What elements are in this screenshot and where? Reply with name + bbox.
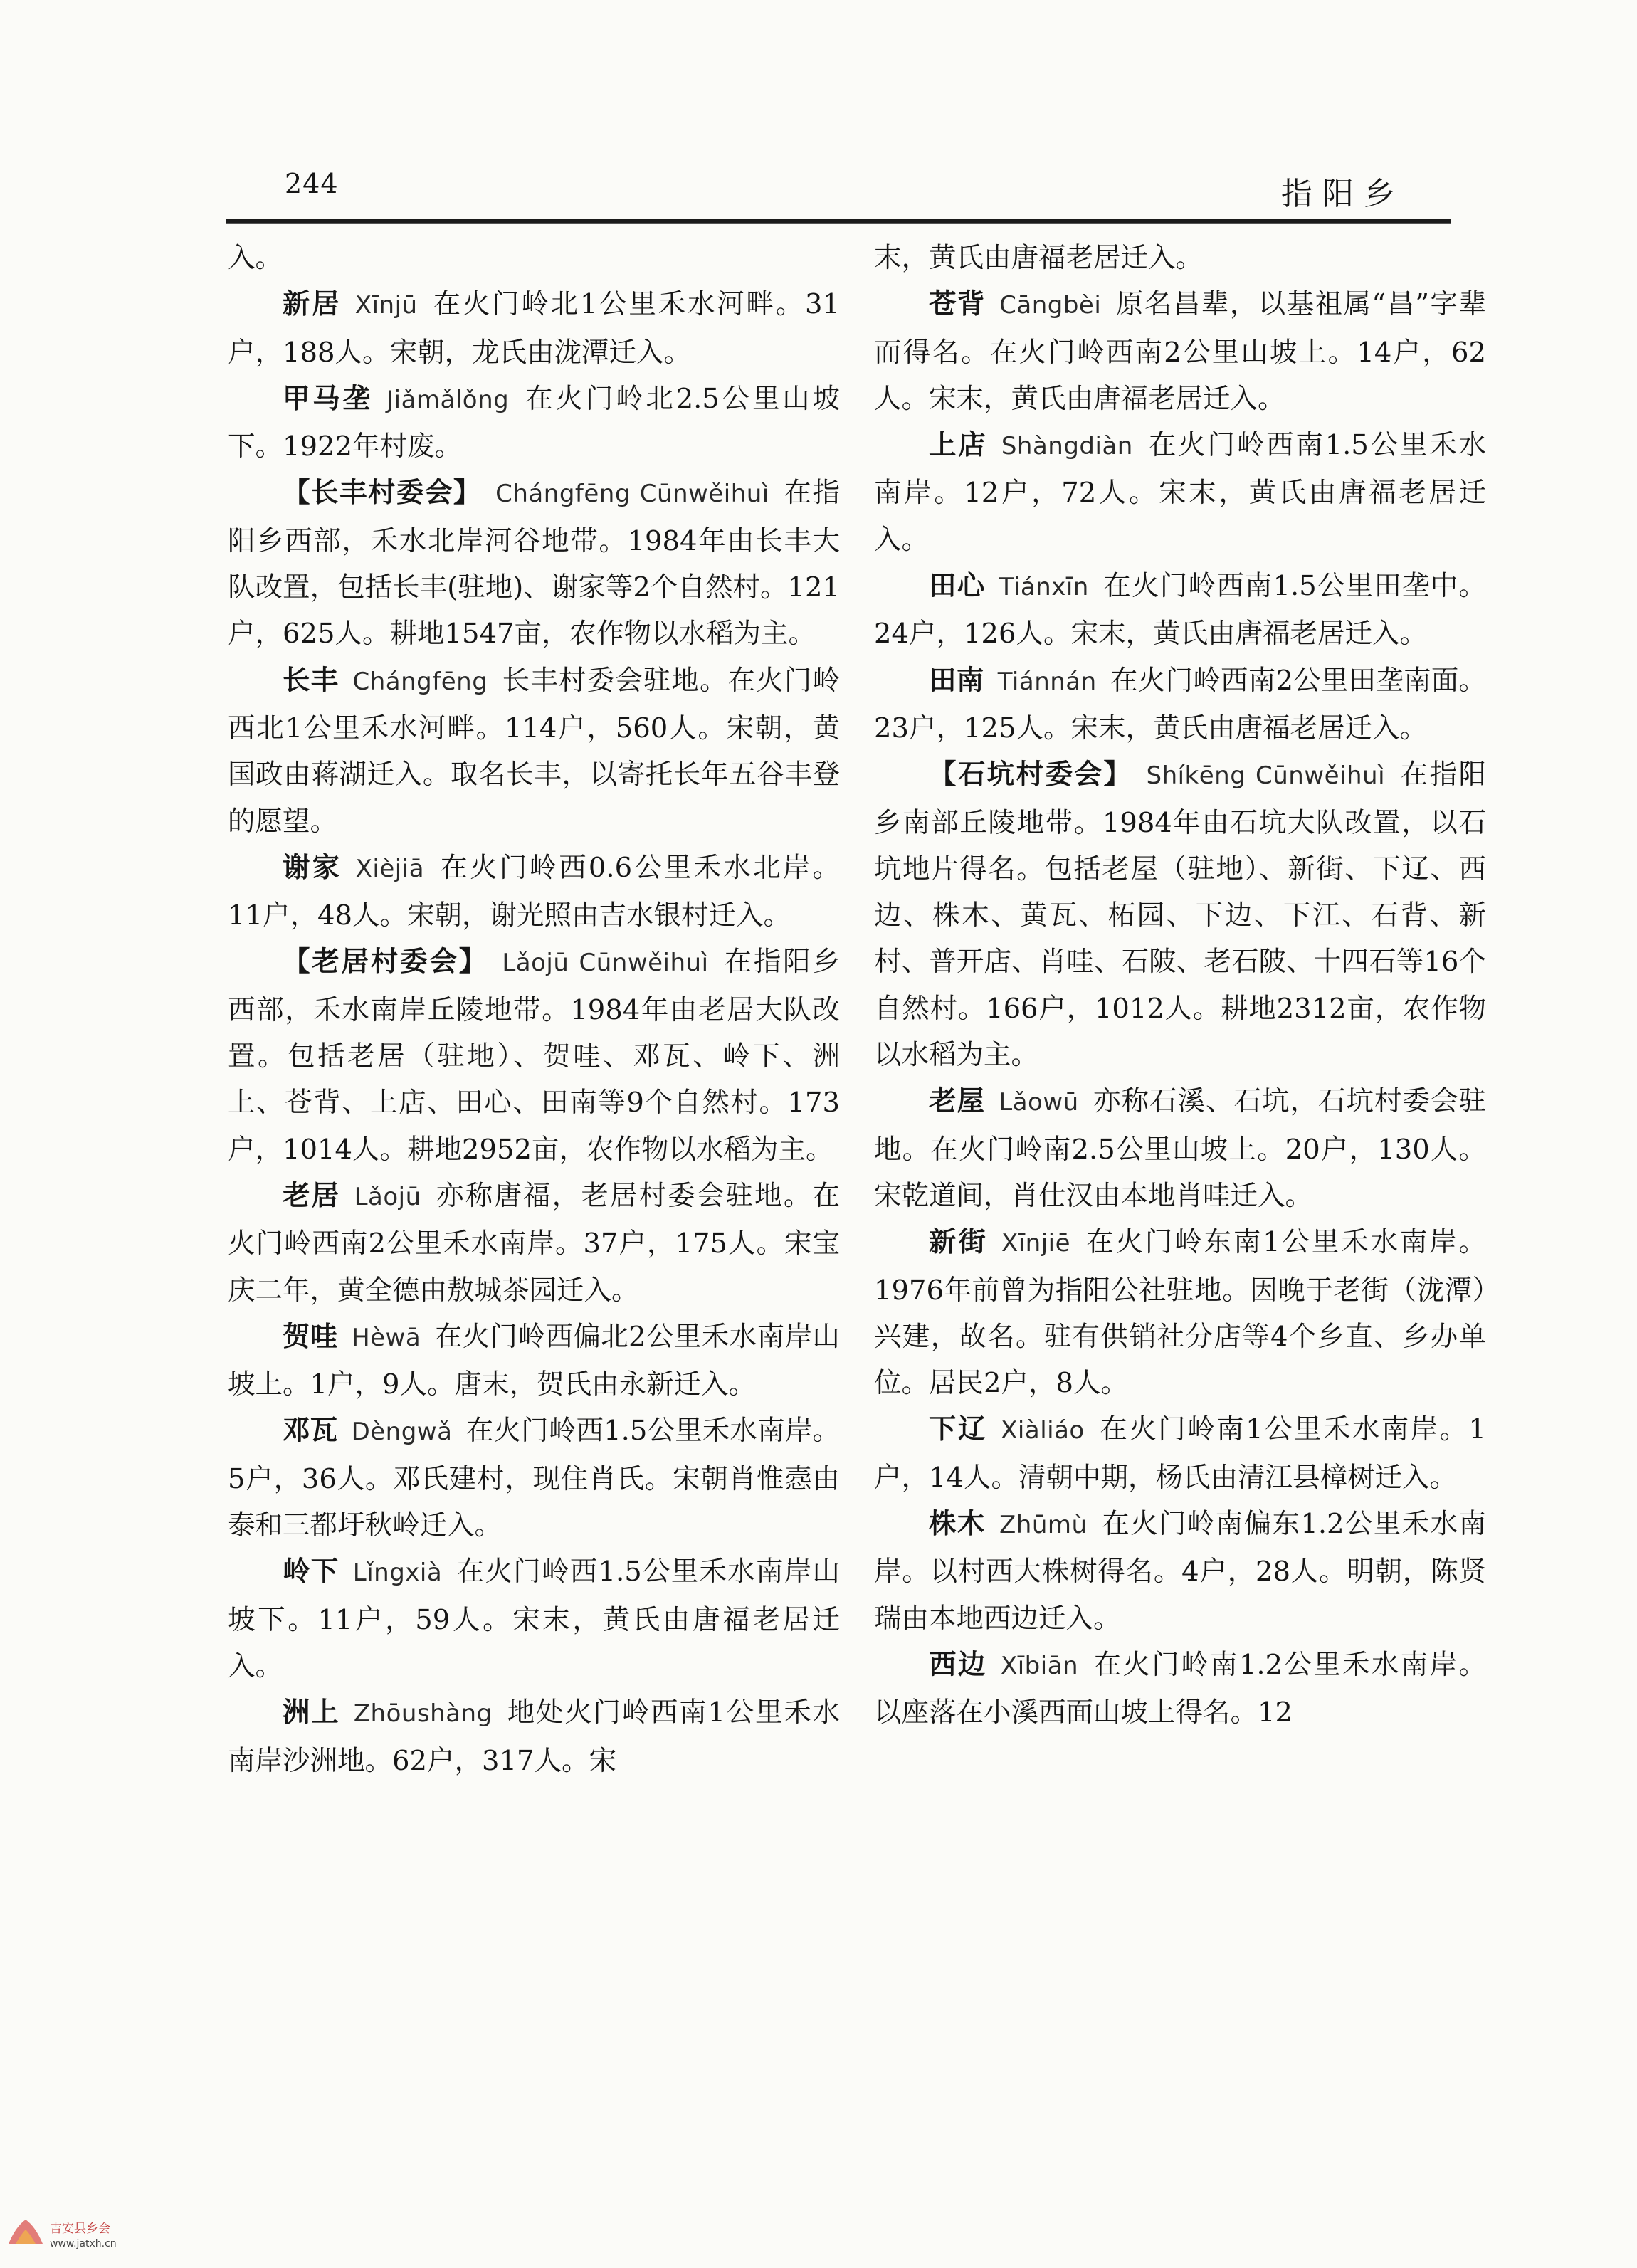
entry-text: 地处火门岭西南1公里禾水南岸沙洲地。62户，317人。宋	[228, 1697, 840, 1777]
entry-text: 长丰村委会驻地。在火门岭西北1公里禾水河畔。114户，560人。宋朝，黄国政由蒋湖迁入。取名长丰，以寄托长年五谷丰登的愿望。	[228, 664, 840, 838]
entry-paragraph	[874, 1078, 1486, 1219]
entry-name: 西边	[929, 1648, 987, 1681]
entry-paragraph	[228, 1173, 840, 1314]
entry-text: 原名昌辈，以基祖属“昌”字辈而得名。在火门岭西南2公里山坡上。14户，62人。宋末，黄氏由唐福老居迁入。	[874, 288, 1486, 415]
entry-paragraph	[874, 563, 1486, 658]
entry-name: 【石坑村委会】	[929, 759, 1133, 791]
page-number: 244	[285, 168, 339, 199]
entry-pinyin: Xībiān	[1000, 1651, 1079, 1680]
entry-text: 在火门岭东南1公里禾水南岸。1976年前曾为指阳公社驻地。因晚于老街（泷潭）兴建，故名。驻有供销社分店等4个乡直、乡办单位。居民2户，8人。	[874, 1226, 1486, 1400]
section-title: 指阳乡	[1281, 176, 1405, 212]
entry-name: 新街	[929, 1226, 988, 1259]
entry-paragraph	[874, 1406, 1486, 1501]
continuation-paragraph	[228, 235, 840, 281]
header-rule-thin	[226, 223, 1451, 224]
entry-text: 在指阳乡南部丘陵地带。1984年由石坑大队改置，以石坑地片得名。包括老屋（驻地）、新街、下辽、西边、株木、黄瓦、柘园、下边、下江、石背、新村、普开店、肖哇、石陂、老石陂、十四石等16个自然村。166户，1012人。耕地2312亩，农作物以水稻为主。	[874, 759, 1486, 1072]
entry-name: 岭下	[283, 1556, 339, 1588]
entry-text: 在火门岭西南2公里田垄南面。23户，125人。宋末，黄氏由唐福老居迁入。	[874, 664, 1486, 744]
entry-pinyin: Shíkēng Cūnwěihuì	[1146, 761, 1386, 791]
entry-paragraph	[874, 422, 1486, 563]
entry-name: 新居	[283, 288, 342, 321]
entry-name: 苍背	[929, 288, 986, 321]
watermark-logo-icon	[6, 2212, 46, 2252]
entry-paragraph	[228, 1408, 840, 1549]
entry-pinyin: Shàngdiàn	[1001, 432, 1133, 461]
entry-text: 在火门岭南偏东1.2公里禾水南岸。以村西大株树得名。4户，28人。明朝，陈贤瑞由本地西边迁入。	[874, 1508, 1486, 1635]
entry-paragraph	[228, 470, 840, 657]
entry-name: 株木	[929, 1508, 986, 1541]
entry-pinyin: Lǎowū	[999, 1088, 1079, 1117]
watermark-text: 吉安县乡会	[50, 2222, 110, 2236]
continuation-paragraph	[874, 235, 1486, 281]
entry-paragraph	[874, 1219, 1486, 1406]
entry-paragraph	[228, 1549, 840, 1689]
entry-paragraph	[874, 658, 1486, 752]
left-column	[228, 235, 840, 1784]
entry-paragraph	[228, 281, 840, 376]
entry-name: 贺哇	[283, 1320, 338, 1353]
entry-pinyin: Lǐngxià	[352, 1558, 443, 1588]
watermark-url: www.jatxh.cn	[50, 2238, 117, 2249]
entry-text: 在火门岭南1.2公里禾水南岸。以座落在小溪西面山坡上得名。12	[874, 1648, 1486, 1729]
entry-paragraph	[874, 751, 1486, 1078]
entry-name: 邓瓦	[283, 1415, 338, 1447]
header-rule	[226, 219, 1451, 223]
entry-name: 【长丰村委会】	[283, 477, 482, 510]
entry-name: 老居	[283, 1179, 341, 1212]
entry-paragraph	[874, 1501, 1486, 1642]
entry-name: 甲马垄	[283, 382, 373, 415]
entry-text: 在火门岭西南1.5公里禾水南岸。12户，72人。宋末，黄氏由唐福老居迁入。	[874, 429, 1486, 556]
entry-text: 在火门岭南1公里禾水南岸。1户，14人。清朝中期，杨氏由清江县樟树迁入。	[874, 1413, 1486, 1494]
entry-name: 田南	[929, 664, 984, 697]
entry-text: 在火门岭北2.5公里山坡下。1922年村废。	[228, 382, 840, 463]
entry-paragraph	[228, 939, 840, 1172]
entry-pinyin: Xiàliáo	[1001, 1416, 1085, 1445]
entry-paragraph	[228, 376, 840, 470]
entry-name: 长丰	[283, 664, 339, 697]
entry-text: 亦称石溪、石坑，石坑村委会驻地。在火门岭南2.5公里山坡上。20户，130人。宋乾道间，肖仕汉由本地肖哇迁入。	[874, 1085, 1486, 1212]
entry-paragraph	[874, 1642, 1486, 1736]
entry-pinyin: Xīnjiē	[1001, 1229, 1071, 1258]
entry-pinyin: Tiánxīn	[999, 573, 1089, 602]
entry-pinyin: Chángfēng	[352, 667, 488, 696]
entry-pinyin: Tiánnán	[997, 667, 1097, 696]
entry-pinyin: Xièjiā	[355, 854, 425, 883]
page-header	[0, 168, 1637, 211]
right-column	[874, 235, 1486, 1736]
entry-pinyin: Lǎojū	[354, 1182, 421, 1211]
entry-name: 老屋	[929, 1085, 986, 1118]
entry-paragraph	[228, 1689, 840, 1784]
entry-name: 上店	[929, 429, 988, 462]
entry-text: 入。	[228, 242, 283, 274]
entry-text: 在火门岭北1公里禾水河畔。31户，188人。宋朝，龙氏由泷潭迁入。	[228, 288, 840, 369]
entry-paragraph	[228, 658, 840, 845]
entry-text: 在火门岭西1.5公里禾水南岸。5户，36人。邓氏建村，现住肖氏。宋朝肖惟悫由泰和三都圩秋岭迁入。	[228, 1415, 840, 1542]
entry-pinyin: Zhūmù	[999, 1511, 1088, 1540]
site-watermark	[6, 2212, 162, 2262]
entry-pinyin: Cāngbèi	[999, 291, 1102, 320]
entry-name: 田心	[929, 570, 986, 603]
entry-pinyin: Chángfēng Cūnwěihuì	[495, 480, 769, 509]
entry-paragraph	[228, 1314, 840, 1408]
entry-paragraph	[228, 845, 840, 939]
entry-pinyin: Lǎojū Cūnwěihuì	[502, 949, 709, 978]
entry-pinyin: Xīnjū	[354, 291, 418, 320]
entry-text: 在指阳乡西部，禾水南岸丘陵地带。1984年由老居大队改置。包括老居（驻地）、贺哇、邓瓦、岭下、洲上、苍背、上店、田心、田南等9个自然村。173户，1014人。耕地2952亩，农作物以水稻为主。	[228, 946, 840, 1166]
entry-text: 在火门岭西1.5公里禾水南岸山坡下。11户，59人。宋末，黄氏由唐福老居迁入。	[228, 1556, 840, 1682]
entry-pinyin: Jiǎmǎlǒng	[386, 385, 510, 414]
entry-text: 在火门岭西0.6公里禾水北岸。11户，48人。宋朝，谢光照由吉水银村迁入。	[228, 851, 840, 932]
entry-pinyin: Zhōushàng	[353, 1699, 493, 1729]
entry-name: 【老居村委会】	[283, 946, 489, 979]
entry-pinyin: Dèngwǎ	[351, 1418, 453, 1447]
entry-text: 在指阳乡西部，禾水北岸河谷地带。1984年由长丰大队改置，包括长丰(驻地)、谢家等2个自然村。121户，625人。耕地1547亩，农作物以水稻为主。	[228, 477, 840, 650]
entry-text: 在火门岭西南1.5公里田垄中。24户，126人。宋末，黄氏由唐福老居迁入。	[874, 570, 1486, 650]
entry-text: 在火门岭西偏北2公里禾水南岸山坡上。1户，9人。唐末，贺氏由永新迁入。	[228, 1320, 840, 1401]
entry-name: 下辽	[929, 1413, 987, 1446]
entry-text: 亦称唐福，老居村委会驻地。在火门岭西南2公里禾水南岸。37户，175人。宋宝庆二年，黄全德由敖城茶园迁入。	[228, 1179, 840, 1307]
entry-name: 谢家	[283, 851, 342, 884]
entry-name: 洲上	[283, 1697, 340, 1729]
entry-paragraph	[874, 281, 1486, 422]
entry-text: 末，黄氏由唐福老居迁入。	[874, 242, 1204, 274]
entry-pinyin: Hèwā	[352, 1323, 421, 1352]
